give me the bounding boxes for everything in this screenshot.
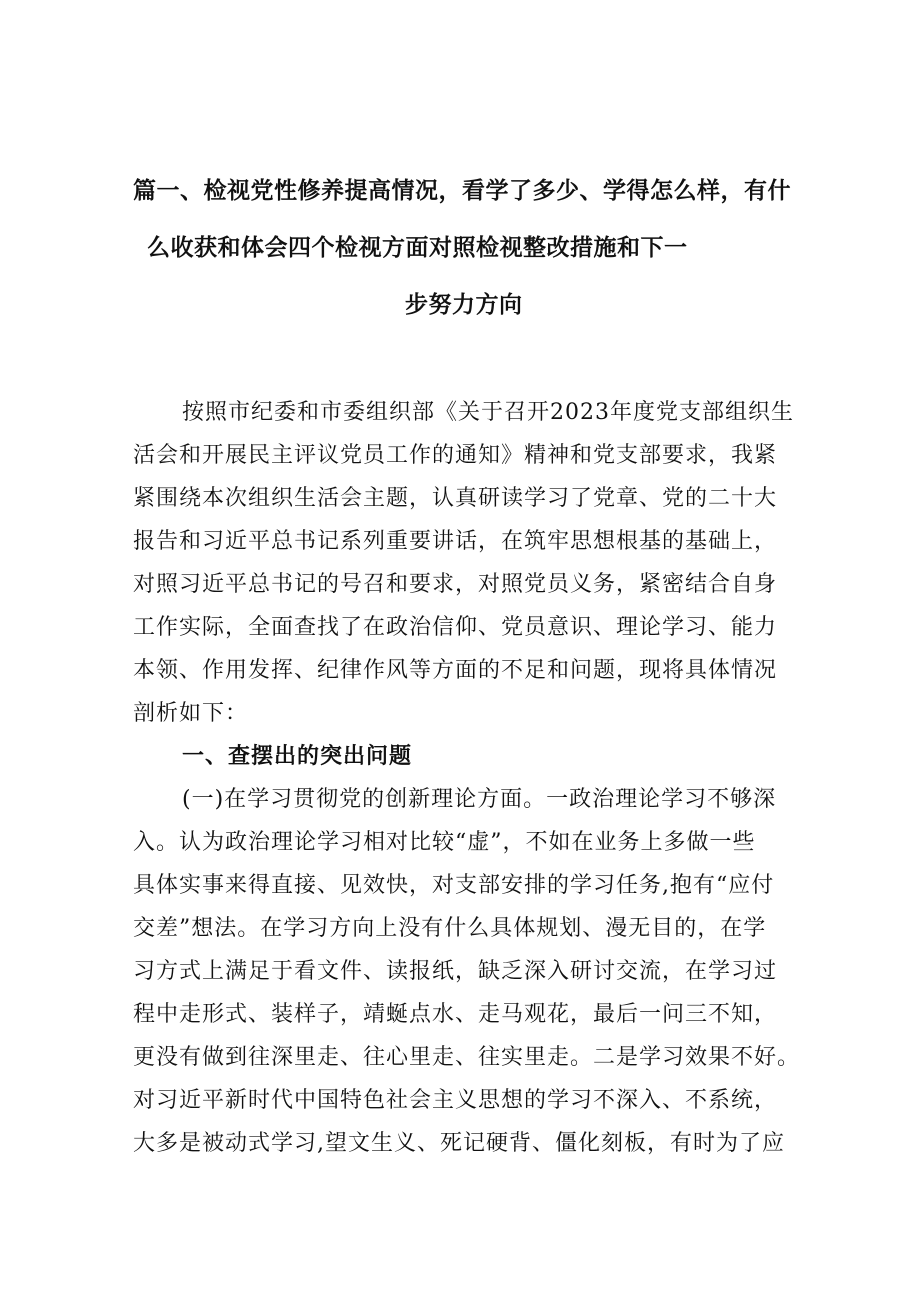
section-line: 入。认为政治理论学习相对比较“虚”，不如在业务上多做一些 <box>133 830 756 855</box>
intro-line: 对照习近平总书记的号召和要求，对照党员义务，紧密结合自身 <box>133 572 778 597</box>
section-line: 交差”想法。在学习方向上没有什么具体规划、漫无目的，在学 <box>133 916 767 941</box>
document-title-line-2: 么收获和体会四个检视方面对照检视整改措施和下一 <box>147 235 688 261</box>
section-line: 习方式上满足于看文件、读报纸，缺乏深入研讨交流，在学习过 <box>133 959 778 984</box>
intro-line: 活会和开展民主评议党员工作的通知》精神和党支部要求，我紧 <box>133 443 778 468</box>
section-heading: 一、查摆出的突出问题 <box>182 744 413 769</box>
section-line: (一)在学习贯彻党的创新理论方面。一政治理论学习不够深 <box>182 787 777 812</box>
intro-line: 剖析如下： <box>133 701 249 726</box>
document-title-line-1: 篇一、检视党性修养提高情况，看学了多少、学得怎么样，有什 <box>133 178 791 204</box>
section-line: 具体实事来得直接、见效快，对支部安排的学习任务,抱有“应付 <box>133 873 775 898</box>
intro-line: 紧围绕本次组织生活会主题，认真研读学习了党章、党的二十大 <box>133 486 778 511</box>
intro-line: 本领、作用发挥、纪律作风等方面的不足和问题，现将具体情况 <box>133 658 778 683</box>
intro-line: 报告和习近平总书记系列重要讲话，在筑牢思想根基的基础上， <box>133 529 778 554</box>
intro-line: 按照市纪委和市委组织部《关于召开2023年度党支部组织生 <box>182 400 794 425</box>
intro-line: 工作实际，全面查找了在政治信仰、党员意识、理论学习、能力 <box>133 615 778 640</box>
section-line: 程中走形式、装样子，靖蜒点水、走马观花，最后一问三不知， <box>133 1002 778 1027</box>
document-title-line-3: 步努力方向 <box>405 292 523 318</box>
section-line: 大多是被动式学习,望文生义、死记硬背、僵化刻板，有时为了应 <box>133 1131 785 1156</box>
section-line: 更没有做到往深里走、往心里走、往实里走。二是学习效果不好。 <box>133 1045 801 1070</box>
section-line: 对习近平新时代中国特色社会主义思想的学习不深入、不系统， <box>133 1088 778 1113</box>
